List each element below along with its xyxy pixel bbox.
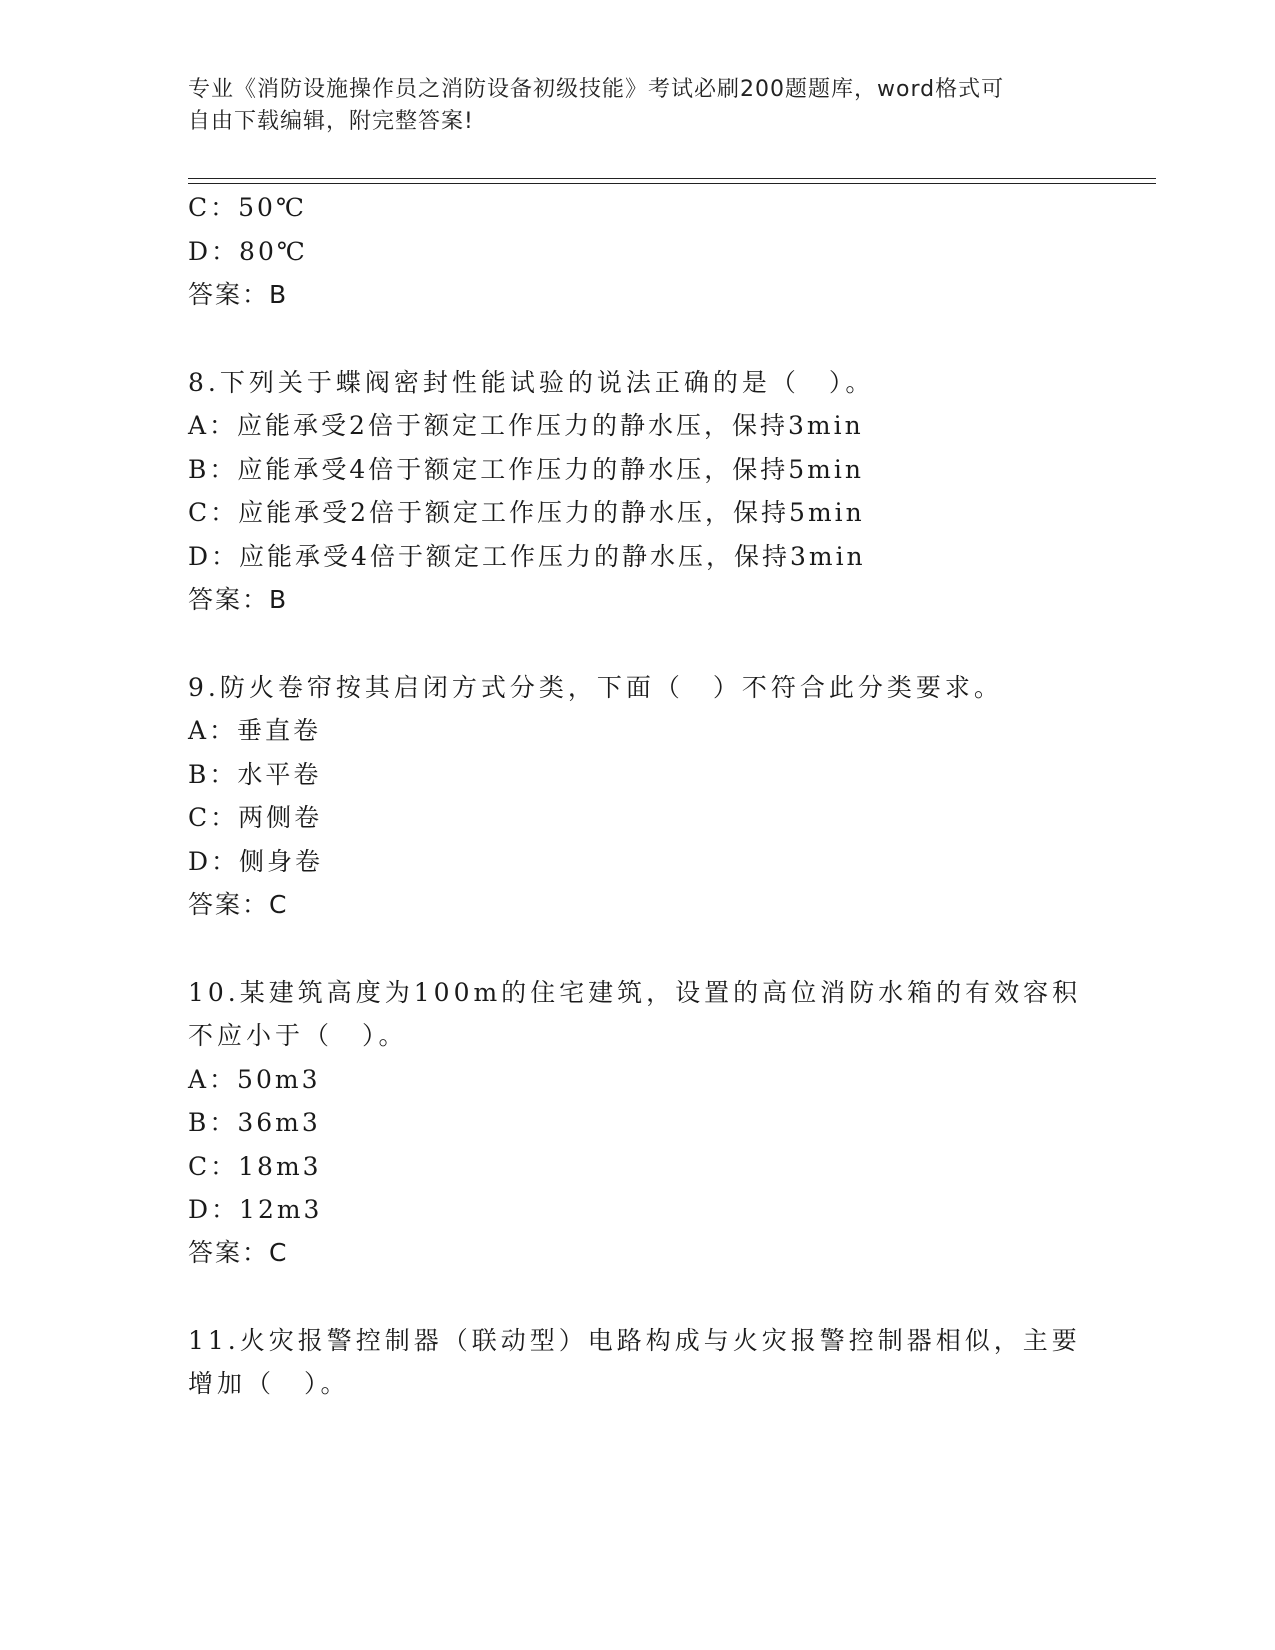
prev-option-c: C：50℃ (188, 193, 307, 222)
header-line-2: 自由下载编辑，附完整答案! (188, 109, 474, 134)
q10-option-d: D：12m3 (188, 1195, 323, 1224)
q8-stem: 8.下列关于蝶阀密封性能试验的说法正确的是（ ）。 (188, 368, 875, 397)
header-divider-bottom (188, 183, 1156, 184)
prev-option-d: D：80℃ (188, 237, 308, 266)
q9-option-a: A：垂直卷 (188, 716, 322, 745)
header-line-1: 专业《消防设施操作员之消防设备初级技能》考试必刷200题题库，word格式可 (188, 77, 1005, 102)
q10-answer: 答案：C (188, 1238, 289, 1267)
q10-stem-line-2: 不应小于（ ）。 (188, 1021, 408, 1050)
q10-option-a: A：50m3 (188, 1065, 321, 1094)
q8-option-b: B：应能承受4倍于额定工作压力的静水压，保持5min (188, 455, 864, 484)
prev-answer: 答案：B (188, 280, 289, 309)
q10-option-c: C：18m3 (188, 1152, 322, 1181)
q8-answer: 答案：B (188, 585, 289, 614)
q8-option-c: C：应能承受2倍于额定工作压力的静水压，保持5min (188, 498, 865, 527)
q8-option-d: D：应能承受4倍于额定工作压力的静水压，保持3min (188, 542, 866, 571)
q10-stem-line-1: 10.某建筑高度为100m的住宅建筑，设置的高位消防水箱的有效容积 (188, 978, 1082, 1007)
q9-option-b: B：水平卷 (188, 760, 322, 789)
q9-option-d: D：侧身卷 (188, 847, 324, 876)
q11-stem-line-2: 增加（ ）。 (188, 1369, 350, 1398)
header-divider-top (188, 178, 1156, 179)
q10-option-b: B：36m3 (188, 1108, 321, 1137)
document-header (188, 74, 1088, 138)
q8-option-a: A：应能承受2倍于额定工作压力的静水压，保持3min (188, 411, 864, 440)
q9-option-c: C：两侧卷 (188, 803, 323, 832)
q9-stem: 9.防火卷帘按其启闭方式分类，下面（ ）不符合此分类要求。 (188, 673, 1003, 702)
q11-stem-line-1: 11.火灾报警控制器（联动型）电路构成与火灾报警控制器相似，主要 (188, 1326, 1081, 1355)
q9-answer: 答案：C (188, 890, 289, 919)
